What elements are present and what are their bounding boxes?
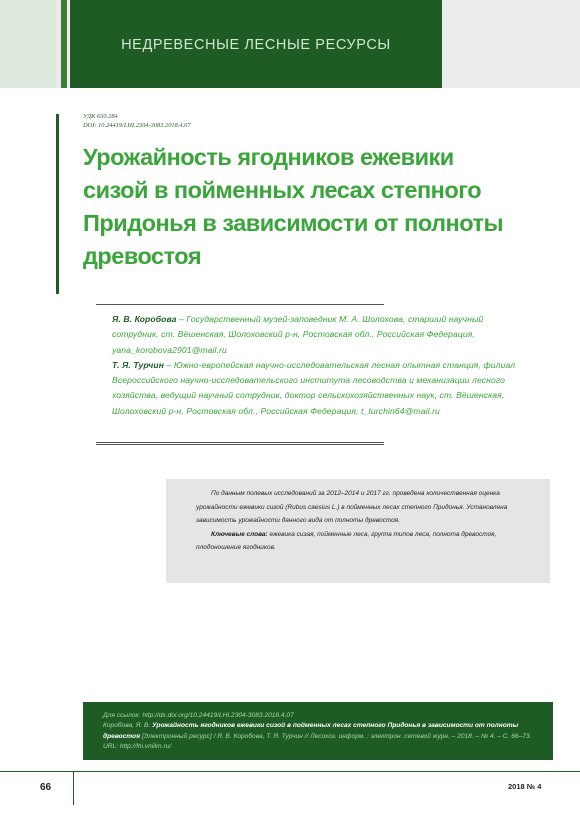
- author-2-name: Т. Я. Турчин: [112, 359, 165, 370]
- author-2: [112, 360, 515, 416]
- divider-top: [96, 304, 384, 305]
- citation-reference: [103, 721, 543, 752]
- citation-authors: Коробова, Я. В.: [103, 722, 153, 730]
- author-1: [112, 314, 483, 355]
- divider-bottom-double: [96, 444, 384, 445]
- doi: DOI: 10.24419/LHI.2304-3083.2018.4.07: [83, 121, 191, 129]
- footer-divider: [73, 771, 74, 805]
- author-1-name: Я. В. Коробова: [112, 314, 177, 324]
- title-side-bar: [56, 114, 59, 294]
- issue-label: 2018 № 4: [508, 782, 542, 791]
- abstract-text: По данным полевых исследований за 2012–2014 и 2017 гг. проведена количественная оценка урожайности ежевики сизой (Rubus caesius L.) в пойменных лесах степного Придонья. Установлена зависимость урожайности данного вида от полноты древостоя.: [196, 490, 508, 525]
- page-number: 66: [40, 782, 52, 793]
- footer-rule: [0, 771, 580, 772]
- header-stripe: [61, 0, 67, 88]
- section-title: НЕДРЕВЕСНЫЕ ЛЕСНЫЕ РЕСУРСЫ: [121, 37, 391, 53]
- divider-bottom: [96, 442, 384, 443]
- citation-rest: [Электронный ресурс] / Я. В. Коробова, Т. Я. Турчин // Лесохоз. информ. : электрон. сетевой журн. – 2018. – № 4. – С. 66–73. URL: http://lhi.vniilm.ru/: [103, 732, 532, 751]
- author-2-info: – Южно-европейская научно-исследовательская лесная опытная станция, филиал Всероссийского научно-исследовательского института лесоводства и механизации лесного хозяйства, ведущий научный сотрудник, доктор сельскохозяйственных наук, ст. Вёшенская, Шолоховский р-н, Ростовская обл., Российская Федерация, t_turchin64@mail.ru: [112, 359, 516, 416]
- section-header-band: [70, 0, 442, 88]
- header-left-panel: [0, 0, 56, 88]
- citation-link: Для ссылок: http://dx.doi.org/10.24419/LHI.2304-3083.2018.4.07: [103, 712, 294, 719]
- abstract: [196, 487, 538, 555]
- keywords-label: Ключевые слова:: [211, 530, 268, 538]
- udk-code: УДК 630.284: [83, 113, 118, 120]
- article-meta: [83, 113, 191, 130]
- keywords-list: ежевика сизая, пойменные леса, группа типов леса, полнота древостоя, плодоношение ягодников.: [196, 530, 497, 552]
- citation-title: Урожайность ягодников ежевики сизой в пойменных лесах степного Придонья в зависимости от полноты древостоя: [103, 722, 519, 740]
- keywords: [196, 528, 538, 555]
- citation: [103, 711, 543, 753]
- author-1-info: – Государственный музей-заповедник М. А. Шолохова, старший научный сотрудник, ст. Вёшенская, Шолоховский р-н, Ростовская обл., Российская Федерация, yana_korobova2901@mail.ru: [112, 314, 484, 355]
- article-title: Урожайность ягодников ежевики сизой в пойменных лесах степного Придонья в зависимости от полноты древостоя: [83, 144, 504, 269]
- authors-block: [112, 312, 532, 419]
